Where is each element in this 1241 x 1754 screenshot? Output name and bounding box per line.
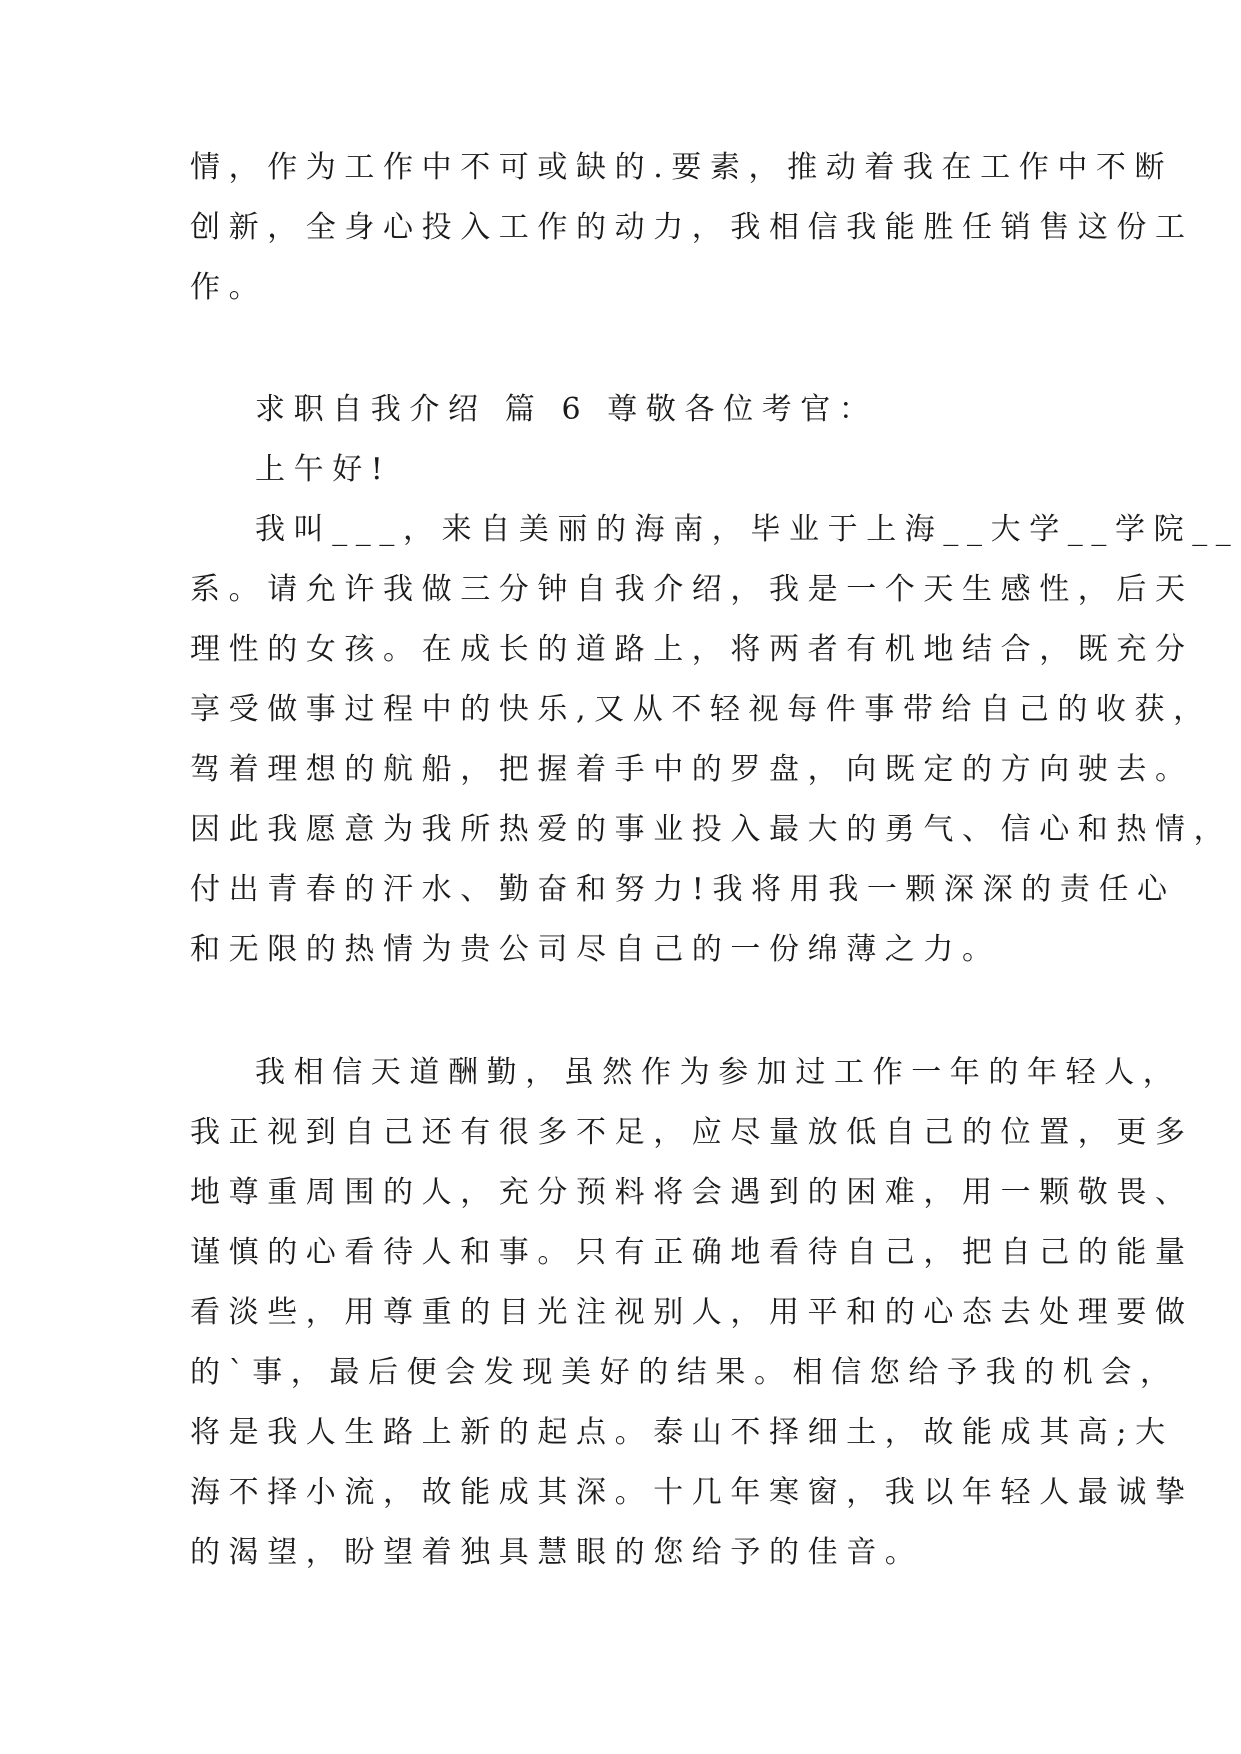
text-line: 驾着理想的航船，把握着手中的罗盘，向既定的方向驶去。 [190, 752, 1194, 787]
text-line: 付出青春的汗水、勤奋和努力!我将用我一颗深深的责任心 [190, 872, 1176, 907]
text-line: 海不择小流，故能成其深。十几年寒窗，我以年轻人最诚挚 [190, 1475, 1194, 1510]
text-line: 我叫___，来自美丽的海南，毕业于上海__大学__学院__ [255, 512, 1240, 547]
text-line: 的`事，最后便会发现美好的结果。相信您给予我的机会， [190, 1355, 1179, 1390]
text-line: 享受做事过程中的快乐,又从不轻视每件事带给自己的收获， [190, 692, 1212, 727]
text-line: 理性的女孩。在成长的道路上，将两者有机地结合，既充分 [190, 632, 1194, 667]
text-line: 我正视到自己还有很多不足，应尽量放低自己的位置，更多 [190, 1115, 1194, 1150]
text-line: 的渴望，盼望着独具慧眼的您给予的佳音。 [190, 1535, 924, 1570]
greeting-line: 上午好! [255, 452, 392, 487]
text-line: 我相信天道酬勤，虽然作为参加过工作一年的年轻人， [255, 1055, 1182, 1090]
text-line: 系。请允许我做三分钟自我介绍，我是一个天生感性，后天 [190, 572, 1194, 607]
text-line: 情，作为工作中不可或缺的.要素，推动着我在工作中不断 [190, 150, 1174, 185]
text-line: 创新，全身心投入工作的动力，我相信我能胜任销售这份工 [190, 210, 1194, 245]
text-line: 作。 [190, 270, 268, 305]
text-line: 和无限的热情为贵公司尽自己的一份绵薄之力。 [190, 932, 1001, 967]
text-line: 将是我人生路上新的起点。泰山不择细土，故能成其高;大 [190, 1415, 1174, 1450]
text-line: 地尊重周围的人，充分预料将会遇到的困难，用一颗敬畏、 [190, 1175, 1194, 1210]
section-heading: 求职自我介绍 篇 6 尊敬各位考官： [255, 392, 878, 427]
text-line: 谨慎的心看待人和事。只有正确地看待自己，把自己的能量 [190, 1235, 1194, 1270]
text-line: 看淡些，用尊重的目光注视别人，用平和的心态去处理要做 [190, 1295, 1194, 1330]
text-line: 因此我愿意为我所热爱的事业投入最大的勇气、信心和热情， [190, 812, 1233, 847]
